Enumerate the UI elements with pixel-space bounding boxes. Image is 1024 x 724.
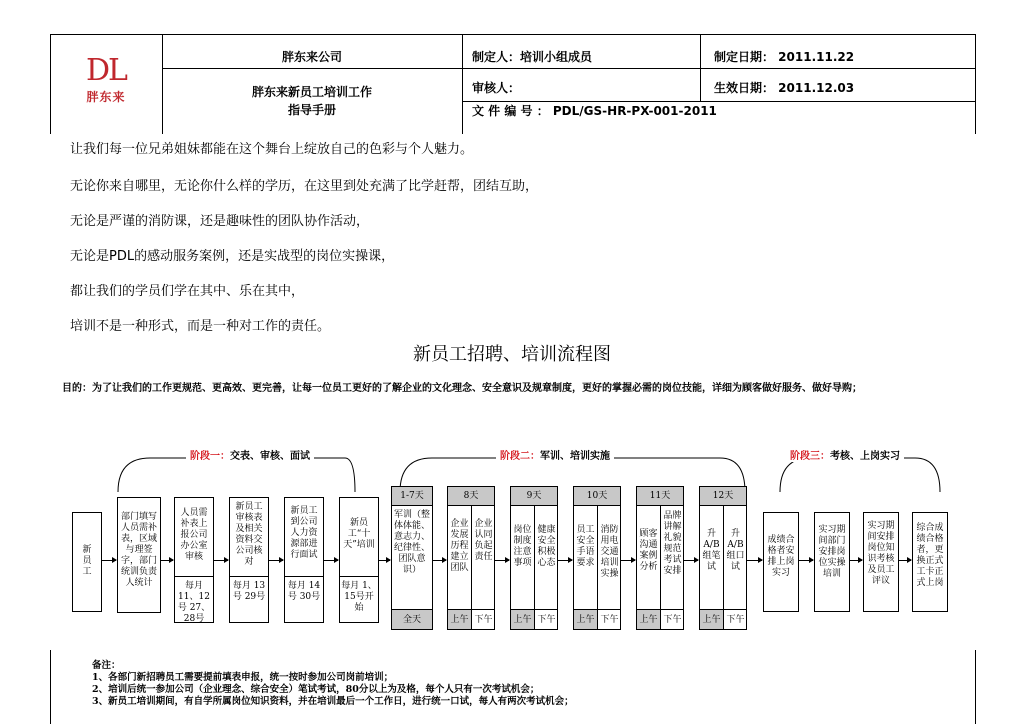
paragraph-4: 无论是PDL的感动服务案例，还是实战型的岗位实操课，: [70, 249, 395, 264]
stage-3-label: 阶段三：考核、上岗实习: [786, 447, 904, 462]
arrow: [269, 560, 283, 561]
doc-title-line1: 胖东来新员工培训工作: [251, 85, 372, 99]
arrow: [495, 560, 509, 561]
note-item: 1、各部门新招聘员工需要提前填表申报，统一按时参加公司岗前培训；: [92, 672, 394, 683]
made-date-field: 制定日期： 2011.11.22: [714, 50, 855, 64]
paragraph-1: 让我们每一位兄弟姐妹都能在这个舞台上绽放自己的色彩与个人魅力。: [70, 142, 474, 157]
note-item: 3、新员工培训期间，有自学所属岗位知识资料，并在培训最后一个工作日，进行统一口试，每人有两次考试机会；: [92, 696, 574, 707]
maker-field: 制定人：培训小组成员: [472, 50, 593, 64]
arrow: [799, 560, 813, 561]
paragraph-2: 无论你来自哪里，无论你什么样的学历，在这里到处充满了比学赶帮，团结互助，: [70, 179, 539, 194]
day-column-3: 9天 岗位制度 注意事项 健康安全 积极心态 上午 下午: [510, 486, 558, 630]
stage1-box-5-schedule: 每月 1、15号开始: [340, 576, 378, 623]
arrow: [899, 560, 911, 561]
day-column-1: 1-7天 军训（整体体能、意志力、纪律性、团队意识） 全天: [391, 486, 433, 630]
logo-mark: DL: [86, 53, 126, 88]
paragraph-6: 培训不是一种形式，而是一种对工作的责任。: [70, 319, 331, 334]
arrow: [621, 560, 635, 561]
day-column-6: 12天 升A/B组笔试 升A/B组口试 上午 下午: [699, 486, 747, 630]
stage1-box-2: 人员需补表上报公司办公室审核 每月 11、12号 27、28号: [174, 497, 214, 623]
arrow: [102, 560, 116, 561]
stage1-box-3: 新员工审核表及相关资料交公司核对 每月 13号 29号: [229, 497, 269, 623]
stage3-box-3: 实习期间安排岗位知识考核及员工评议: [863, 512, 899, 612]
start-box: 新员工: [72, 512, 102, 612]
arrow: [161, 560, 173, 561]
bottom-frame-right: [975, 650, 976, 724]
paragraph-5: 都让我们的学员们学在其中、乐在其中，: [70, 284, 305, 299]
notes-title: 备注：: [92, 660, 121, 671]
stage-1-label: 阶段一：交表、审核、面试: [186, 447, 314, 462]
stage1-box-4-schedule: 每月 14号 30号: [285, 576, 323, 623]
arrow: [747, 560, 762, 561]
stage3-box-2: 实习期间部门安排岗位实操培训: [814, 512, 850, 612]
notes: [92, 660, 574, 708]
stage-2-label: 阶段二：军训、培训实施: [496, 447, 614, 462]
doc-number-field: 文 件 编 号 ： PDL/GS-HR-PX-001-2011: [472, 104, 717, 118]
stage1-box-5: 新员工“十天”培训 每月 1、15号开始: [339, 497, 379, 623]
logo-text: 胖东来: [86, 90, 126, 104]
stage1-box-4: 新员工到公司人力资源部进行面试 每月 14号 30号: [284, 497, 324, 623]
arrow: [558, 560, 572, 561]
arrow: [324, 560, 338, 561]
note-item: 2、培训后统一参加公司（企业理念、综合安全）笔试考试，80分以上为及格，每个人只有一次考试机会；: [92, 684, 540, 695]
day-column-2: 8天 企业发展历程 建立团队 企业认同 负起责任 上午 下午: [447, 486, 495, 630]
bottom-frame-left: [50, 650, 51, 724]
flowchart-purpose: 目的：为了让我们的工作更规范、更高效、更完善，让每一位员工更好的了解企业的文化理念、安全意识及规章制度，更好的掌握必需的岗位技能，详细为顾客做好服务、做好导购；: [62, 383, 862, 394]
arrow: [214, 560, 228, 561]
doc-title-line2: 指导手册: [287, 103, 336, 117]
flowchart-title: 新员工招聘、培训流程图: [413, 344, 611, 365]
stage1-box-2-schedule: 每月 11、12号 27、28号: [175, 576, 213, 623]
arrow: [684, 560, 698, 561]
arrow: [433, 560, 446, 561]
effective-date-field: 生效日期： 2011.12.03: [714, 81, 855, 95]
company-name: 胖东来公司: [281, 50, 342, 64]
stage1-box-3-schedule: 每月 13号 29号: [230, 576, 268, 623]
arrow: [850, 560, 862, 561]
stage3-box-1: 成绩合格者安排上岗实习: [763, 512, 799, 612]
stage3-box-4: 综合成绩合格者，更换正式工卡正式上岗: [912, 512, 948, 612]
day-column-4: 10天 员工安全 手语要求 消防用电交通培训实操 上午 下午: [573, 486, 621, 630]
stage1-box-1: 部门填写人员需补表，区域与理签字，部门统训负责人统计: [117, 497, 161, 613]
paragraph-3: 无论是严谨的消防课，还是趣味性的团队协作活动，: [70, 214, 370, 229]
day-column-5: 11天 顾客沟通 案例分析 品牌讲解 礼貌规范 考试安排 上午 下午: [636, 486, 684, 630]
arrow: [379, 560, 390, 561]
reviewer-field: 审核人：: [472, 81, 521, 95]
